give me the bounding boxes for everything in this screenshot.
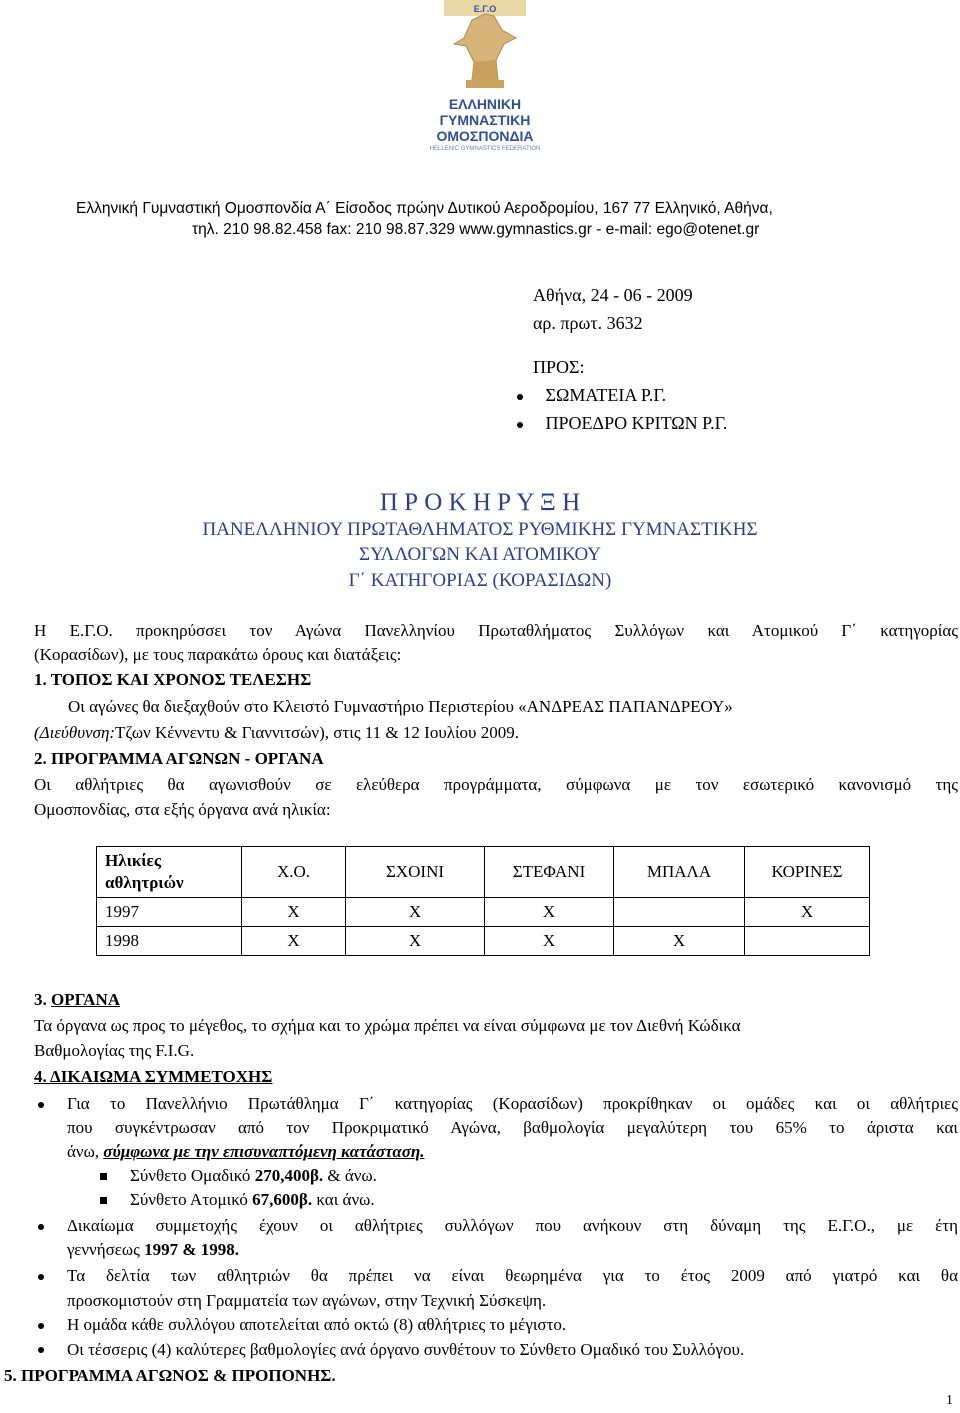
bullet-icon [38, 1102, 44, 1108]
page-number: 1 [946, 1393, 953, 1408]
year-cell: 1997 [97, 898, 242, 927]
recipient-item [517, 413, 727, 434]
header-contact: τηλ. 210 98.82.458 fax: 210 98.87.329 www.gymnastics.gr - e-mail: ego@otenet.gr [192, 221, 760, 238]
sub-item-2-suffix: και άνω. [312, 1190, 375, 1209]
bullet-icon [38, 1224, 44, 1230]
section-3-line-1: Τα όργανα ως προς το μέγεθος, το σχήμα και το χρώμα πρέπει να είναι σύμφωνα με τον Διεθνή Κώδικα [34, 1016, 741, 1035]
table-cell [745, 927, 870, 956]
federation-logo [424, 0, 546, 160]
address-label: (Διεύθυνση: [34, 723, 116, 742]
sub-item-2-text: Σύνθετο Ατομικό [130, 1190, 253, 1209]
title-subline-3: Γ΄ ΚΑΤΗΓΟΡΙΑΣ (ΚΟΡΑΣΙΔΩΝ) [348, 570, 612, 591]
protocol-number: αρ. πρωτ. 3632 [533, 313, 643, 333]
table-cell: Χ [346, 898, 485, 927]
table-cell: Χ [485, 898, 614, 927]
logo-line-4: HELLENIC GYMNASTICS FEDERATION [429, 146, 541, 152]
bullet-1-line-1: Για το Πανελλήνιο Πρωτάθλημα Γ΄ κατηγορίας (Κορασίδων) προκρίθηκαν οι ομάδες και οι αθλήτριες [67, 1094, 958, 1113]
section-3-number: 3. [34, 990, 47, 1009]
sub-item-1 [130, 1166, 377, 1186]
bullet-2-line-1: Δικαίωμα συμμετοχής έχουν οι αθλήτριες συλλόγων που ανήκουν στη δύναμη της Ε.Γ.Ο., με έτη [67, 1216, 958, 1235]
year-cell: 1998 [97, 927, 242, 956]
bullet-icon [38, 1323, 44, 1329]
intro-line-1: Η Ε.Γ.Ο. προκηρύσσει τον Αγώνα Πανελληνίου Πρωταθλήματος Συλλόγων και Ατομικού Γ΄ κατηγορίας [34, 621, 958, 640]
header-cell: ΣΤΕΦΑΝΙ [485, 847, 614, 898]
address-text: Τζων Κέννεντυ & Γιαννιτσών), στις 11 & 12 Ιουλίου 2009. [115, 723, 519, 742]
recipient-label: ΠΡΟΕΔΡΟ ΚΡΙΤΩΝ Ρ.Γ. [545, 413, 728, 433]
table-cell: Χ [346, 927, 485, 956]
bullet-2-line-2 [67, 1240, 239, 1260]
header-cell-age [97, 847, 242, 898]
square-bullet-icon [100, 1197, 107, 1204]
section-3-title: ΟΡΓΑΝΑ [51, 990, 121, 1009]
recipient-label: ΣΩΜΑΤΕΙΑ Ρ.Γ. [545, 385, 667, 405]
sub-item-1-suffix: & άνω. [323, 1166, 377, 1185]
logo-line-1: ΕΛΛΗΝΙΚΗ [448, 96, 522, 112]
header-cell: ΣΧΟΙΝΙ [346, 847, 485, 898]
bullet-4: Η ομάδα κάθε συλλόγου αποτελείται από οκτώ (8) αθλήτριες το μέγιστο. [67, 1315, 567, 1334]
apparatus-table [96, 846, 870, 956]
section-3-heading [34, 990, 120, 1010]
section-4-heading: 4. ΔΙΚΑΙΩΜΑ ΣΥΜΜΕΤΟΧΗΣ [34, 1067, 273, 1086]
section-5-heading: 5. ΠΡΟΓΡΑΜΜΑ ΑΓΩΝΟΣ & ΠΡΟΠΟΝΗΣ. [4, 1366, 336, 1385]
sub-item-1-value: 270,400β. [254, 1166, 324, 1185]
header-cell: ΚΟΡΙΝΕΣ [745, 847, 870, 898]
bullet-icon [517, 422, 523, 428]
recipient-item [517, 385, 666, 406]
table-cell: Χ [614, 927, 745, 956]
sub-item-2-value: 67,600β. [252, 1190, 313, 1209]
sub-item-1-text: Σύνθετο Ομαδικό [130, 1166, 255, 1185]
document-date: Αθήνα, 24 - 06 - 2009 [533, 285, 693, 305]
table-header-row [97, 847, 870, 898]
sub-item-2 [130, 1190, 375, 1210]
table-row [97, 927, 870, 956]
header-age-line-2: αθλητριών [105, 873, 184, 892]
bullet-1-line-3-a: άνω, [67, 1142, 104, 1161]
bullet-3-line-1: Τα δελτία των αθλητριών θα πρέπει να είναι θεωρημένα για το έτος 2009 από γιατρό και θα [67, 1266, 958, 1285]
table-cell: Χ [242, 898, 346, 927]
section-2-heading: 2. ΠΡΟΓΡΑΜΜΑ ΑΓΩΝΩΝ - ΟΡΓΑΝΑ [34, 749, 324, 768]
header-address: Ελληνική Γυμναστική Ομοσπονδία Α΄ Είσοδος πρώην Δυτικού Αεροδρομίου, 167 77 Ελληνικό, Αθήνα, [76, 200, 773, 217]
table-cell: Χ [242, 927, 346, 956]
logo-line-2: ΓΥΜΝΑΣΤΙΚΗ [439, 112, 531, 128]
document-title: Π Ρ Ο Κ Η Ρ Υ Ξ Η [379, 489, 581, 516]
logo-abbrev: Ε.Γ.Ο [473, 4, 497, 14]
bullet-1-line-2: που συγκέντρωσαν από τον Προκριματικό Αγώνα, βαθμολογία μεγαλύτερη του 65% το άριστα και [67, 1118, 958, 1137]
bullet-3-line-2: προσκομιστούν στη Γραμματεία των αγώνων, στην Τεχνική Σύσκεψη. [67, 1291, 547, 1310]
bullet-2-years: 1997 & 1998. [144, 1240, 240, 1259]
table-cell: Χ [485, 927, 614, 956]
section-3-line-2: Βαθμολογίας της F.I.G. [34, 1041, 195, 1060]
logo-line-3: ΟΜΟΣΠΟΝΔΙΑ [436, 128, 534, 144]
table-cell: Χ [745, 898, 870, 927]
bullet-icon [38, 1274, 44, 1280]
bullet-5: Οι τέσσερις (4) καλύτερες βαθμολογίες ανά όργανο συνθέτουν το Σύνθετο Ομαδικό του Συλλόγου. [67, 1340, 745, 1359]
section-2-line-2: Ομοσπονδίας, στα εξής όργανα ανά ηλικία: [34, 800, 331, 819]
to-label: ΠΡΟΣ: [533, 357, 585, 377]
section-2-line-1: Οι αθλήτριες θα αγωνισθούν σε ελεύθερα προγράμματα, σύμφωνα με τον εσωτερικό κανονισμό της [34, 775, 958, 794]
header-cell: ΜΠΑΛΑ [614, 847, 745, 898]
section-1-heading: 1. ΤΟΠΟΣ ΚΑΙ ΧΡΟΝΟΣ ΤΕΛΕΣΗΣ [34, 670, 312, 689]
header-cell: Χ.Ο. [242, 847, 346, 898]
bullet-icon [38, 1347, 44, 1353]
bullet-1-line-3 [67, 1142, 425, 1162]
bullet-icon [517, 394, 523, 400]
bullet-2-text: γεννήσεως [67, 1240, 145, 1259]
bullet-1-emphasis: σύμφωνα με την επισυναπτόμενη κατάσταση. [103, 1142, 425, 1161]
intro-line-2: (Κορασίδων), με τους παρακάτω όρους και διατάξεις: [34, 645, 402, 664]
table-row [97, 898, 870, 927]
title-subline-2: ΣΥΛΛΟΓΩΝ ΚΑΙ ΑΤΟΜΙΚΟΥ [359, 544, 601, 565]
square-bullet-icon [100, 1173, 107, 1180]
section-1-address [34, 723, 519, 743]
section-1-text: Οι αγώνες θα διεξαχθούν στο Κλειστό Γυμναστήριο Περιστερίου «ΑΝΔΡΕΑΣ ΠΑΠΑΝΔΡΕΟΥ» [68, 697, 733, 716]
header-age-line-1: Ηλικίες [105, 851, 161, 870]
title-subline-1: ΠΑΝΕΛΛΗΝΙΟΥ ΠΡΩΤΑΘΛΗΜΑΤΟΣ ΡΥΘΜΙΚΗΣ ΓΥΜΝΑΣΤΙΚΗΣ [202, 519, 758, 540]
table-cell [614, 898, 745, 927]
